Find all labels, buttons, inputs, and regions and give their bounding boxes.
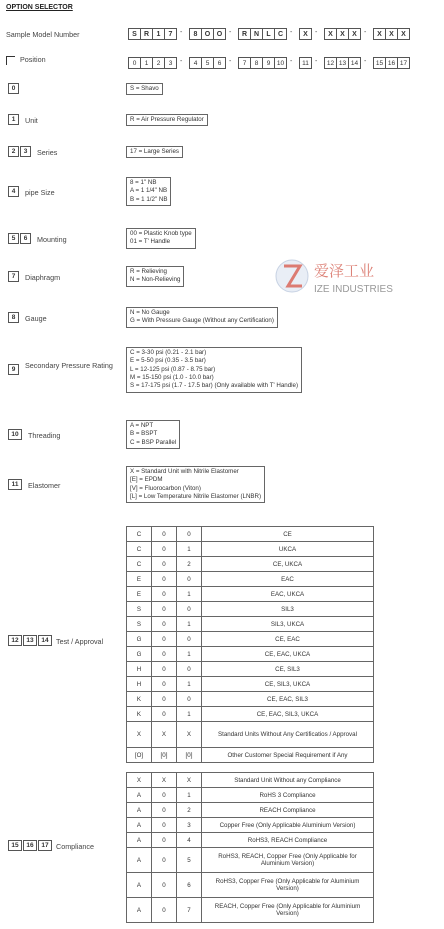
option-line: 01 = T' Handle xyxy=(130,238,171,246)
sample-code-cell: 8 xyxy=(189,28,202,40)
description-cell: CE xyxy=(202,527,374,542)
position-cell: 0 xyxy=(128,57,141,69)
separator-dash: - xyxy=(180,58,183,65)
position-number-box: 4 xyxy=(8,186,19,197)
description-cell: CE, UKCA xyxy=(202,557,374,572)
description-cell: SIL3 xyxy=(202,602,374,617)
code-cell: X xyxy=(177,773,202,788)
code-cell: [O] xyxy=(127,748,152,763)
table-row xyxy=(127,748,374,763)
position-number-box: 2 xyxy=(8,146,19,157)
code-cell: A xyxy=(127,833,152,848)
option-line: 17 = Large Series xyxy=(130,148,180,155)
description-cell: RoHS3, REACH Compliance xyxy=(202,833,374,848)
option-line: N = Non-Relieving xyxy=(130,276,181,284)
code-cell: S xyxy=(127,602,152,617)
sample-code-cell: X xyxy=(324,28,337,40)
option-line: 00 = Plastic Knob type xyxy=(130,230,192,237)
description-cell: CE, EAC xyxy=(202,632,374,647)
description-cell: RoHS 3 Compliance xyxy=(202,788,374,803)
option-line: E = 5-50 psi (0.35 - 3.5 bar) xyxy=(130,357,206,365)
option-box xyxy=(126,83,163,95)
position-cell: 8 xyxy=(250,57,263,69)
position-cell: 1 xyxy=(140,57,153,69)
code-cell: E xyxy=(127,572,152,587)
option-box xyxy=(126,347,302,393)
section-label: Secondary Pressure Rating xyxy=(25,361,113,370)
code-cell: 1 xyxy=(177,788,202,803)
watermark-logo xyxy=(272,252,432,300)
position-number-box: 13 xyxy=(23,635,37,646)
code-cell: A xyxy=(127,803,152,818)
code-cell: X xyxy=(127,722,152,748)
position-number-box: 12 xyxy=(8,635,22,646)
section-label: Unit xyxy=(25,116,38,125)
code-cell: 0 xyxy=(152,677,177,692)
code-cell: X xyxy=(177,722,202,748)
code-cell: X xyxy=(152,722,177,748)
code-cell: 0 xyxy=(152,818,177,833)
code-cell: H xyxy=(127,662,152,677)
position-cell: 7 xyxy=(238,57,251,69)
separator-dash: - xyxy=(290,29,293,36)
position-corner-icon xyxy=(6,56,15,65)
section-label: Diaphragm xyxy=(25,272,61,282)
code-cell: [0] xyxy=(152,748,177,763)
position-cell: 12 xyxy=(324,57,337,69)
section-label: Mounting xyxy=(37,234,67,244)
table-row xyxy=(127,572,374,587)
separator-dash: - xyxy=(229,58,232,65)
option-box xyxy=(126,307,278,328)
table-row xyxy=(127,632,374,647)
table-row xyxy=(127,677,374,692)
watermark-cn-text: 爱泽工业 xyxy=(314,262,375,280)
description-cell: RoHS3, REACH, Copper Free (Only Applicable for Aluminium Version) xyxy=(202,848,374,873)
description-cell: CE, EAC, SIL3, UKCA xyxy=(202,707,374,722)
code-cell: 5 xyxy=(177,848,202,873)
code-cell: 1 xyxy=(177,707,202,722)
page-title: OPTION SELECTOR xyxy=(6,4,73,11)
code-cell: 0 xyxy=(152,873,177,898)
position-number-box: 0 xyxy=(8,83,19,94)
option-line: B = 1 1/2" NB xyxy=(130,195,168,203)
separator-dash: - xyxy=(229,29,232,36)
option-box xyxy=(126,114,208,126)
position-number-box: 6 xyxy=(20,233,31,244)
description-cell: Standard Units Without Any Certificatios / Approval xyxy=(202,722,374,748)
description-cell: CE, EAC, UKCA xyxy=(202,647,374,662)
section-label: Gauge xyxy=(25,313,47,323)
code-cell: C xyxy=(127,557,152,572)
position-number-box: 17 xyxy=(38,840,52,851)
description-cell: CE, EAC, SIL3 xyxy=(202,692,374,707)
option-box xyxy=(126,420,180,449)
code-cell: 0 xyxy=(152,572,177,587)
option-line: C = BSP Parallel xyxy=(130,438,177,446)
table-row xyxy=(127,542,374,557)
sample-code-cell: X xyxy=(348,28,361,40)
table-row xyxy=(127,833,374,848)
description-cell: REACH, Copper Free (Only Applicable for Aluminium Version) xyxy=(202,898,374,923)
table-row xyxy=(127,788,374,803)
position-cell: 15 xyxy=(373,57,386,69)
description-cell: UKCA xyxy=(202,542,374,557)
code-cell: S xyxy=(127,617,152,632)
code-cell: 2 xyxy=(177,803,202,818)
option-line: [E] = EPDM xyxy=(130,476,163,484)
table-row xyxy=(127,898,374,923)
code-cell: H xyxy=(127,677,152,692)
test-approval-table xyxy=(126,526,374,763)
option-line: M = 15-150 psi (1.0 - 10.0 bar) xyxy=(130,373,214,381)
position-number-box: 3 xyxy=(20,146,31,157)
description-cell: EAC xyxy=(202,572,374,587)
code-cell: 1 xyxy=(177,677,202,692)
position-cell: 14 xyxy=(348,57,361,69)
code-cell: 0 xyxy=(177,527,202,542)
compliance-table xyxy=(126,772,374,923)
code-cell: C xyxy=(127,542,152,557)
code-cell: A xyxy=(127,818,152,833)
option-line: A = 1 1/4" NB xyxy=(130,187,168,195)
code-cell: G xyxy=(127,632,152,647)
table-row xyxy=(127,707,374,722)
sample-code-cell: R xyxy=(140,28,153,40)
separator-dash: - xyxy=(315,29,318,36)
code-cell: 0 xyxy=(177,632,202,647)
code-cell: 3 xyxy=(177,818,202,833)
sample-code-cell: N xyxy=(250,28,263,40)
table-row xyxy=(127,557,374,572)
code-cell: 4 xyxy=(177,833,202,848)
option-line: C = 3-30 psi (0.21 - 2.1 bar) xyxy=(130,349,207,356)
separator-dash: - xyxy=(290,58,293,65)
code-cell: A xyxy=(127,898,152,923)
section-label: Threading xyxy=(28,430,61,440)
code-cell: X xyxy=(127,773,152,788)
table-row xyxy=(127,527,374,542)
code-cell: 0 xyxy=(177,602,202,617)
option-line: B = BSPT xyxy=(130,430,158,438)
table-row xyxy=(127,602,374,617)
table-row xyxy=(127,773,374,788)
description-cell: Copper Free (Only Applicable Aluminium Version) xyxy=(202,818,374,833)
separator-dash: - xyxy=(364,58,367,65)
option-line: S = Shavo xyxy=(130,85,159,92)
code-cell: 2 xyxy=(177,557,202,572)
code-cell: A xyxy=(127,788,152,803)
sample-code-cell: X xyxy=(299,28,312,40)
sample-code-cell: 1 xyxy=(152,28,165,40)
option-box xyxy=(126,228,196,249)
separator-dash: - xyxy=(364,29,367,36)
code-cell: 0 xyxy=(152,647,177,662)
separator-dash: - xyxy=(315,58,318,65)
position-number-box: 5 xyxy=(8,233,19,244)
code-cell: 7 xyxy=(177,898,202,923)
code-cell: 0 xyxy=(152,692,177,707)
code-cell: 0 xyxy=(152,662,177,677)
option-box xyxy=(126,146,183,158)
table-row xyxy=(127,848,374,873)
sample-code-cell: O xyxy=(201,28,214,40)
section-label: Elastomer xyxy=(28,480,61,490)
position-number-box: 11 xyxy=(8,479,22,490)
position-cell: 4 xyxy=(189,57,202,69)
option-line: G = With Pressure Gauge (Without any Certification) xyxy=(130,317,274,325)
description-cell: Other Customer Special Requirement if Any xyxy=(202,748,374,763)
code-cell: 1 xyxy=(177,542,202,557)
sample-code-cell: X xyxy=(373,28,386,40)
code-cell: 0 xyxy=(152,557,177,572)
option-line: [V] = Fluorocarbon (Viton) xyxy=(130,484,201,492)
table-row xyxy=(127,803,374,818)
sample-code-cell: S xyxy=(128,28,141,40)
position-cell: 17 xyxy=(397,57,410,69)
table-row xyxy=(127,722,374,748)
sample-code-cell: X xyxy=(397,28,410,40)
code-cell: E xyxy=(127,587,152,602)
code-cell: A xyxy=(127,848,152,873)
position-cell: 2 xyxy=(152,57,165,69)
position-cell: 10 xyxy=(274,57,287,69)
code-cell: A xyxy=(127,873,152,898)
description-cell: CE, SIL3, UKCA xyxy=(202,677,374,692)
code-cell: 1 xyxy=(177,647,202,662)
separator-dash: - xyxy=(180,29,183,36)
position-number-box: 14 xyxy=(38,635,52,646)
sample-code-cell: X xyxy=(336,28,349,40)
description-cell: EAC, UKCA xyxy=(202,587,374,602)
position-cell: 16 xyxy=(385,57,398,69)
code-cell: 0 xyxy=(177,572,202,587)
code-cell: 0 xyxy=(152,803,177,818)
option-line: S = 17-175 psi (1.7 - 17.5 bar) (Only available with T' Handle) xyxy=(130,382,299,390)
option-box xyxy=(126,466,265,503)
code-cell: 0 xyxy=(152,632,177,647)
sample-code-cell: X xyxy=(385,28,398,40)
table-row xyxy=(127,617,374,632)
sample-code-cell: 7 xyxy=(164,28,177,40)
description-cell: RoHS3, Copper Free (Only Applicable for Aluminium Version) xyxy=(202,873,374,898)
code-cell: 0 xyxy=(152,602,177,617)
sample-code-cell: R xyxy=(238,28,251,40)
option-line: R = Air Pressure Regulator xyxy=(130,116,204,123)
code-cell: 0 xyxy=(152,848,177,873)
position-cell: 9 xyxy=(262,57,275,69)
code-cell: G xyxy=(127,647,152,662)
position-cell: 3 xyxy=(164,57,177,69)
table-row xyxy=(127,587,374,602)
section-label: pipe Size xyxy=(25,187,55,197)
position-number-box: 8 xyxy=(8,312,19,323)
position-number-box: 7 xyxy=(8,271,19,282)
code-cell: K xyxy=(127,692,152,707)
code-cell: 0 xyxy=(152,587,177,602)
test-approval-label: Test / Approval xyxy=(56,637,104,646)
position-number-box: 9 xyxy=(8,364,19,375)
option-line: L = 12-125 psi (0.87 - 8.75 bar) xyxy=(130,365,216,373)
option-box xyxy=(126,177,171,206)
option-line: R = Relieving xyxy=(130,268,167,275)
option-line: N = No Gauge xyxy=(130,309,170,316)
code-cell: X xyxy=(152,773,177,788)
code-cell: K xyxy=(127,707,152,722)
position-cell: 13 xyxy=(336,57,349,69)
sample-code-cell: O xyxy=(213,28,226,40)
code-cell: 0 xyxy=(177,662,202,677)
position-cell: 11 xyxy=(299,57,312,69)
code-cell: 0 xyxy=(152,527,177,542)
code-cell: 0 xyxy=(152,707,177,722)
table-row xyxy=(127,692,374,707)
description-cell: Standard Unit Without any Compliance xyxy=(202,773,374,788)
option-line: X = Standard Unit with Nitrile Elastomer xyxy=(130,468,239,475)
code-cell: C xyxy=(127,527,152,542)
position-number-box: 15 xyxy=(8,840,22,851)
sample-model-label: Sample Model Number xyxy=(6,30,80,39)
code-cell: 0 xyxy=(177,692,202,707)
section-label: Series xyxy=(37,148,58,157)
option-line: 8 = 1" NB xyxy=(130,179,157,186)
code-cell: 0 xyxy=(152,898,177,923)
code-cell: 0 xyxy=(152,617,177,632)
compliance-label: Compliance xyxy=(56,842,94,851)
option-line: A = NPT xyxy=(130,422,154,429)
table-row xyxy=(127,662,374,677)
position-number-box: 1 xyxy=(8,114,19,125)
description-cell: SIL3, UKCA xyxy=(202,617,374,632)
code-cell: 0 xyxy=(152,542,177,557)
position-number-box: 16 xyxy=(23,840,37,851)
watermark-en-text: IZE INDUSTRIES xyxy=(314,284,393,295)
code-cell: 6 xyxy=(177,873,202,898)
code-cell: [0] xyxy=(177,748,202,763)
position-number-box: 10 xyxy=(8,429,22,440)
code-cell: 1 xyxy=(177,587,202,602)
code-cell: 1 xyxy=(177,617,202,632)
position-label: Position xyxy=(20,55,46,64)
sample-code-cell: C xyxy=(274,28,287,40)
code-cell: 0 xyxy=(152,833,177,848)
sample-code-cell: L xyxy=(262,28,275,40)
table-row xyxy=(127,647,374,662)
description-cell: REACH Compliance xyxy=(202,803,374,818)
option-box xyxy=(126,266,184,287)
position-cell: 5 xyxy=(201,57,214,69)
option-line: [L] = Low Temperature Nitrile Elastomer (LNBR) xyxy=(130,492,262,500)
code-cell: 0 xyxy=(152,788,177,803)
position-cell: 6 xyxy=(213,57,226,69)
table-row xyxy=(127,818,374,833)
table-row xyxy=(127,873,374,898)
description-cell: CE, SIL3 xyxy=(202,662,374,677)
